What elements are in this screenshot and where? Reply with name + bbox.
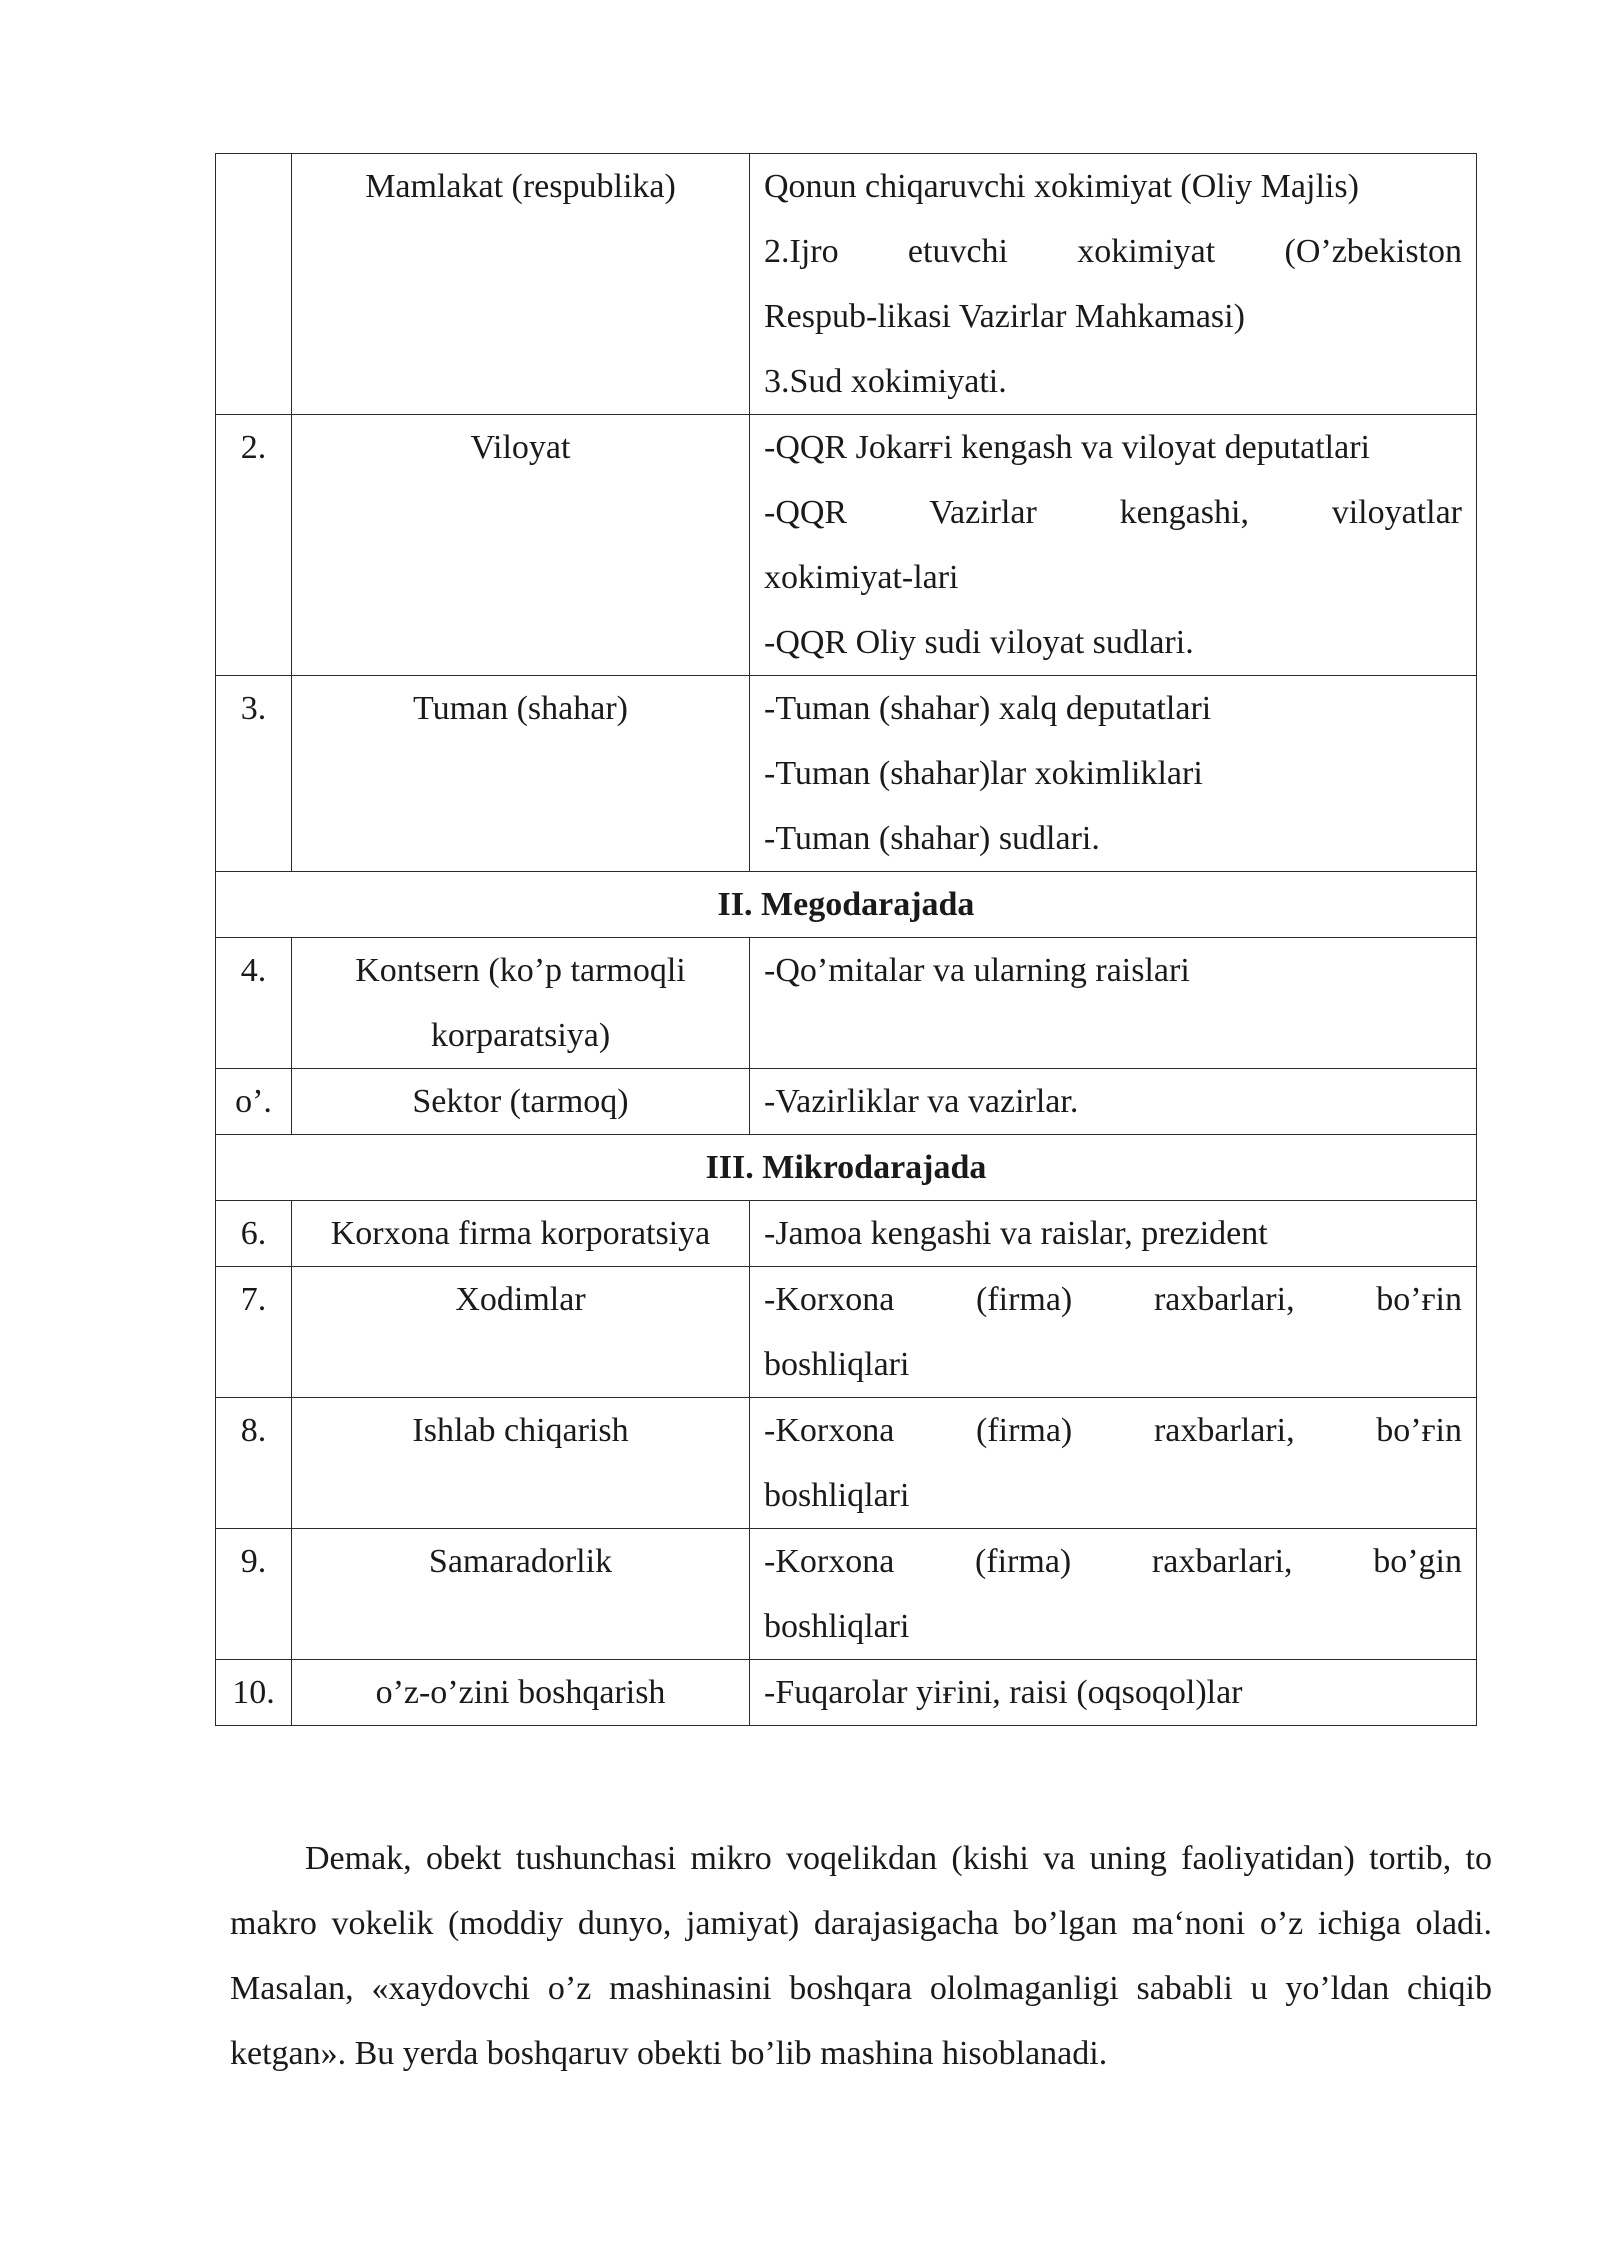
table-row (216, 676, 1477, 872)
table-row (216, 415, 1477, 676)
table-row (216, 1398, 1477, 1529)
governing-body-line: -Tuman (shahar)lar xokimliklari (764, 755, 1203, 792)
governing-body-line: -Fuqarolar yiғini, raisi (oqsoqol)lar (764, 1674, 1243, 1711)
section-heading: II. Megodarajada (216, 872, 1477, 938)
table-body (216, 154, 1477, 1726)
governing-body-line: -Korxona (firma) raxbarlari, bo’gin (764, 1543, 1462, 1580)
table-row (216, 1069, 1477, 1135)
governing-body-line: -Korxona (firma) raxbarlari, bo’ғin (764, 1412, 1462, 1449)
governing-body-line: boshliqlari (764, 1608, 910, 1645)
governing-bodies (750, 154, 1477, 415)
section-row (216, 1135, 1477, 1201)
governing-body-line: Respub-likasi Vazirlar Mahkamasi) (764, 298, 1245, 335)
row-number: 4. (216, 938, 292, 1069)
row-number: 6. (216, 1201, 292, 1267)
row-number: 2. (216, 415, 292, 676)
governing-body-line: -QQR Vazirlar kengashi, viloyatlar (764, 494, 1462, 531)
row-number: o’. (216, 1069, 292, 1135)
governing-body-line: -QQR Jokarғi kengash va viloyat deputatlari (764, 429, 1370, 466)
table-row (216, 1267, 1477, 1398)
governance-levels-table (215, 153, 1477, 1726)
table-row (216, 938, 1477, 1069)
governing-body-line: boshliqlari (764, 1477, 910, 1514)
governing-bodies (750, 415, 1477, 676)
section-heading: III. Mikrodarajada (216, 1135, 1477, 1201)
management-level: Ishlab chiqarish (292, 1398, 750, 1529)
row-number: 9. (216, 1529, 292, 1660)
management-level: Sektor (tarmoq) (292, 1069, 750, 1135)
governing-bodies (750, 938, 1477, 1069)
governing-body-line: -Vazirliklar va vazirlar. (764, 1083, 1079, 1120)
governing-body-line: Qonun chiqaruvchi xokimiyat (Oliy Majlis) (764, 168, 1359, 205)
governing-body-line: -Tuman (shahar) xalq deputatlari (764, 690, 1212, 727)
governing-body-line: -Qo’mitalar va ularning raislari (764, 952, 1190, 989)
governing-body-line: -Jamoa kengashi va raislar, prezident (764, 1215, 1268, 1252)
row-number (216, 154, 292, 415)
governing-bodies (750, 1398, 1477, 1529)
row-number: 8. (216, 1398, 292, 1529)
governing-body-line: boshliqlari (764, 1346, 910, 1383)
governing-body-line: xokimiyat-lari (764, 559, 959, 596)
governing-bodies (750, 1069, 1477, 1135)
row-number: 7. (216, 1267, 292, 1398)
governing-bodies (750, 1201, 1477, 1267)
row-number: 10. (216, 1660, 292, 1726)
governing-body-line: 3.Sud xokimiyati. (764, 363, 1007, 400)
management-level: Viloyat (292, 415, 750, 676)
management-level: Tuman (shahar) (292, 676, 750, 872)
management-level: Korxona firma korporatsiya (292, 1201, 750, 1267)
governing-body-line: -Korxona (firma) raxbarlari, bo’ғin (764, 1281, 1462, 1318)
table-row (216, 154, 1477, 415)
body-paragraph: Demak, obekt tushunchasi mikro voqelikdan (kishi va uning faoliyatidan) tortib, to makro vokelik (moddiy dunyo, jamiyat) darajasigacha bo’lgan ma‘noni o’z ichiga oladi. Masalan, «xaydovchi o’z mashinasini boshqara ololmaganligi sababli u yo’ldan chiqib ketgan». Bu yerda boshqaruv obekti bo’lib mashina hisoblanadi. (230, 1840, 1492, 2072)
management-level: o’z-o’zini boshqarish (292, 1660, 750, 1726)
governing-body-line: 2.Ijro etuvchi xokimiyat (O’zbekiston (764, 233, 1462, 270)
table-row (216, 1201, 1477, 1267)
row-number: 3. (216, 676, 292, 872)
management-level: Mamlakat (respublika) (292, 154, 750, 415)
section-row (216, 872, 1477, 938)
governing-bodies (750, 1529, 1477, 1660)
management-level: Kontsern (ko’p tarmoqli korparatsiya) (292, 938, 750, 1069)
governing-bodies (750, 1267, 1477, 1398)
governing-bodies (750, 676, 1477, 872)
governing-body-line: -QQR Oliy sudi viloyat sudlari. (764, 624, 1194, 661)
governing-body-line: -Tuman (shahar) sudlari. (764, 820, 1100, 857)
governing-bodies (750, 1660, 1477, 1726)
management-level: Xodimlar (292, 1267, 750, 1398)
management-level: Samaradorlik (292, 1529, 750, 1660)
table-row (216, 1660, 1477, 1726)
table-row (216, 1529, 1477, 1660)
